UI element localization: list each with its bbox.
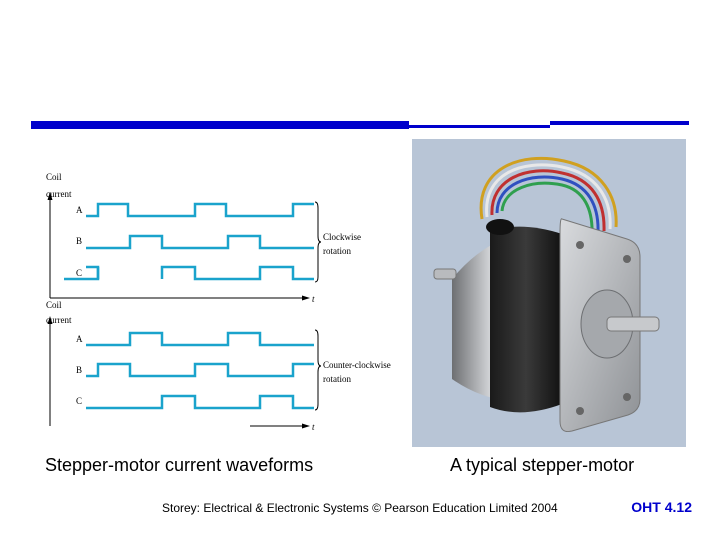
footer-credit: Storey: Electrical & Electronic Systems © Pearson Education Limited 2004: [162, 501, 558, 515]
upper-phase-b-label: B: [76, 236, 83, 246]
flange-hole-bottom-left: [576, 407, 584, 415]
waveforms-caption: Stepper-motor current waveforms: [45, 455, 314, 475]
motor-coil-band: [490, 227, 562, 413]
clockwise-brace: [315, 202, 321, 282]
counter-brace: [315, 330, 321, 410]
clockwise-label-2: rotation: [323, 246, 351, 256]
title-bar-thin: [409, 125, 550, 128]
lower-phase-c-label: C: [76, 396, 83, 406]
lower-coil-label-1: Coil: [46, 300, 62, 310]
upper-wave-c: [64, 267, 314, 279]
motor-caption: A typical stepper-motor: [450, 455, 635, 475]
lower-wave-c: [86, 396, 314, 408]
lower-time-label: t: [312, 422, 315, 432]
counter-label-2: rotation: [323, 374, 351, 384]
upper-t-arrow: [302, 296, 310, 301]
upper-coil-label-1: Coil: [46, 172, 62, 182]
wire-grommet: [486, 219, 514, 235]
upper-time-label: t: [312, 294, 315, 304]
stepper-motor-illustration: [412, 139, 686, 447]
slide-number: OHT 4.12: [631, 499, 692, 515]
upper-phase-a-label: A: [76, 205, 83, 215]
title-bar-right: [550, 121, 689, 125]
output-shaft: [607, 317, 659, 331]
lower-wave-a: [86, 333, 314, 345]
rear-shaft: [434, 269, 456, 279]
upper-wave-a: [86, 204, 314, 216]
clockwise-label-1: Clockwise: [323, 232, 361, 242]
flange-hole-top-left: [576, 241, 584, 249]
counter-label-1: Counter-clockwise: [323, 360, 391, 370]
lower-phase-a-label: A: [76, 334, 83, 344]
stepper-motor-photo: [412, 139, 686, 447]
lower-t-arrow: [302, 424, 310, 429]
upper-wave-c-start: [86, 267, 98, 279]
lower-wave-b: [86, 364, 314, 376]
lower-coil-label-2: current: [46, 315, 72, 325]
upper-coil-label-2: current: [46, 189, 72, 199]
lower-phase-b-label: B: [76, 365, 83, 375]
upper-wave-b: [86, 236, 314, 248]
upper-phase-c-label: C: [76, 268, 83, 278]
waveform-diagram: [38, 168, 410, 438]
flange-hole-top-right: [623, 255, 631, 263]
flange-hole-bottom-right: [623, 393, 631, 401]
title-bar-thick: [31, 121, 409, 129]
